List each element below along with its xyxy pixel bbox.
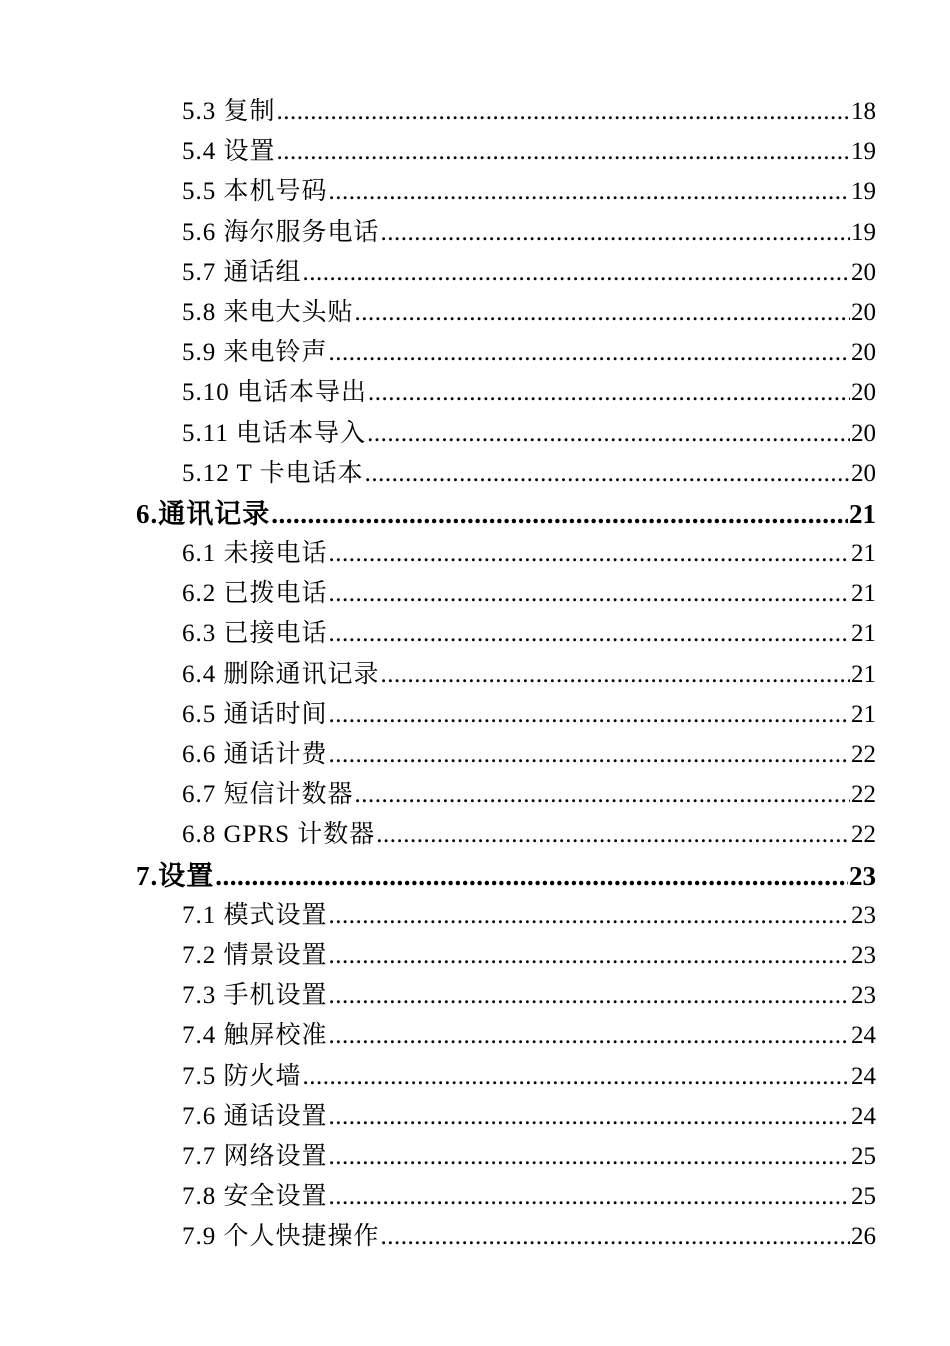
toc-entry-label: 7.7 网络设置 [182,1142,328,1170]
dot-leader [329,936,850,976]
dot-leader [329,1016,850,1056]
toc-entry-page: 20 [851,298,876,326]
toc-entry-label: 5.4 设置 [182,138,276,166]
toc-entry-label: 5.11 电话本导入 [182,419,367,447]
toc-entry-page: 26 [851,1223,876,1251]
toc-entry-label: 7.1 模式设置 [182,901,328,929]
toc-entry-label: 5.9 来电铃声 [182,339,328,367]
toc-entry-label: 6.6 通话计费 [182,741,328,768]
toc-entry-page: 18 [851,98,876,125]
toc-entry-page: 22 [851,821,876,849]
toc-entry[interactable] [0,132,876,172]
toc-entry[interactable] [0,1097,876,1137]
table-of-contents [0,92,950,1257]
dot-leader [329,333,850,373]
dot-leader [271,494,848,534]
toc-entry-label: 5.6 海尔服务电话 [182,218,380,246]
dot-leader [381,213,850,253]
toc-entry-page: 22 [851,741,876,768]
dot-leader [381,1217,850,1257]
toc-entry-page: 20 [851,339,876,367]
toc-entry-label: 5.5 本机号码 [182,178,328,206]
toc-chapter-page: 21 [849,498,876,529]
toc-entry[interactable] [0,574,876,614]
toc-entry-page: 21 [851,540,876,568]
dot-leader [329,896,850,936]
toc-entry-page: 25 [851,1142,876,1170]
toc-entry-label: 6.3 已接电话 [182,620,328,648]
toc-entry-label: 7.4 触屏校准 [182,1022,328,1050]
toc-entry[interactable] [0,92,876,132]
toc-entry[interactable] [0,896,876,936]
dot-leader [215,856,848,896]
dot-leader [277,92,850,132]
toc-entry[interactable] [0,614,876,654]
dot-leader [367,414,850,454]
dot-leader [329,1137,850,1177]
toc-entry[interactable] [0,775,876,815]
toc-entry[interactable] [0,253,876,293]
toc-entry-page: 21 [851,660,876,688]
toc-entry-page: 19 [851,178,876,206]
dot-leader [303,253,850,293]
toc-entry-label: 7.5 防火墙 [182,1062,302,1090]
toc-chapter-label: 6.通讯记录 [136,498,271,529]
toc-entry-page: 20 [851,379,876,407]
toc-entry[interactable] [0,976,876,1016]
toc-entry[interactable] [0,1057,876,1097]
toc-entry-page: 25 [851,1183,876,1211]
toc-entry[interactable] [0,735,876,775]
toc-entry-page: 20 [851,459,876,487]
toc-entry-label: 7.3 手机设置 [182,982,328,1010]
toc-entry[interactable] [0,695,876,735]
toc-entry-page: 21 [851,580,876,608]
toc-entry[interactable] [0,373,876,413]
toc-entry[interactable] [0,936,876,976]
toc-entry-page: 21 [851,620,876,648]
toc-entry-label: 5.12 T 卡电话本 [182,459,364,487]
toc-entry-page: 23 [851,941,876,969]
toc-entry-label: 7.8 安全设置 [182,1183,328,1211]
toc-entry-label: 5.8 来电大头贴 [182,298,354,326]
toc-entry[interactable] [0,1137,876,1177]
toc-entry[interactable] [0,333,876,373]
dot-leader [329,172,850,212]
toc-chapter-entry[interactable] [0,494,876,534]
toc-entry[interactable] [0,293,876,333]
dot-leader [329,695,850,735]
toc-entry[interactable] [0,213,876,253]
toc-entry-label: 7.9 个人快捷操作 [182,1223,380,1251]
toc-chapter-entry[interactable] [0,856,876,896]
toc-entry[interactable] [0,815,876,855]
toc-entry-page: 20 [851,419,876,447]
toc-entry-page: 19 [851,138,876,166]
toc-entry-page: 21 [851,700,876,728]
toc-entry-label: 6.4 删除通讯记录 [182,660,380,688]
toc-entry-page: 23 [851,982,876,1010]
toc-entry-page: 23 [851,901,876,929]
dot-leader [355,293,850,333]
dot-leader [303,1057,850,1097]
toc-entry-label: 6.7 短信计数器 [182,781,354,809]
dot-leader [365,454,850,494]
toc-entry-label: 6.1 未接电话 [182,540,328,568]
dot-leader [376,815,850,855]
toc-entry-label: 5.7 通话组 [182,258,302,286]
toc-entry-label: 6.2 已拨电话 [182,580,328,608]
dot-leader [329,574,850,614]
toc-entry[interactable] [0,1217,876,1257]
toc-entry-label: 7.6 通话设置 [182,1102,328,1130]
dot-leader [329,735,850,775]
toc-entry-page: 24 [851,1022,876,1050]
toc-entry-page: 24 [851,1102,876,1130]
dot-leader [329,614,850,654]
toc-entry-label: 6.8 GPRS 计数器 [182,821,376,849]
toc-entry-page: 20 [851,258,876,286]
toc-chapter-page: 23 [849,860,876,891]
toc-entry-label: 5.3 复制 [182,98,276,125]
dot-leader [355,775,850,815]
toc-entry-label: 5.10 电话本导出 [182,379,368,407]
toc-entry[interactable] [0,655,876,695]
dot-leader [329,1177,850,1217]
toc-entry[interactable] [0,172,876,212]
toc-entry-page: 22 [851,781,876,809]
toc-entry[interactable] [0,534,876,574]
dot-leader [329,1097,850,1137]
toc-entry-page: 19 [851,218,876,246]
dot-leader [329,534,850,574]
toc-entry-label: 7.2 情景设置 [182,941,328,969]
toc-entry[interactable] [0,1016,876,1056]
dot-leader [277,132,850,172]
dot-leader [381,655,850,695]
dot-leader [368,373,850,413]
dot-leader [329,976,850,1016]
toc-entry-page: 24 [851,1062,876,1090]
toc-entry-label: 6.5 通话时间 [182,700,328,728]
toc-chapter-label: 7.设置 [136,860,215,891]
toc-entry[interactable] [0,454,876,494]
toc-entry[interactable] [0,414,876,454]
toc-entry[interactable] [0,1177,876,1217]
